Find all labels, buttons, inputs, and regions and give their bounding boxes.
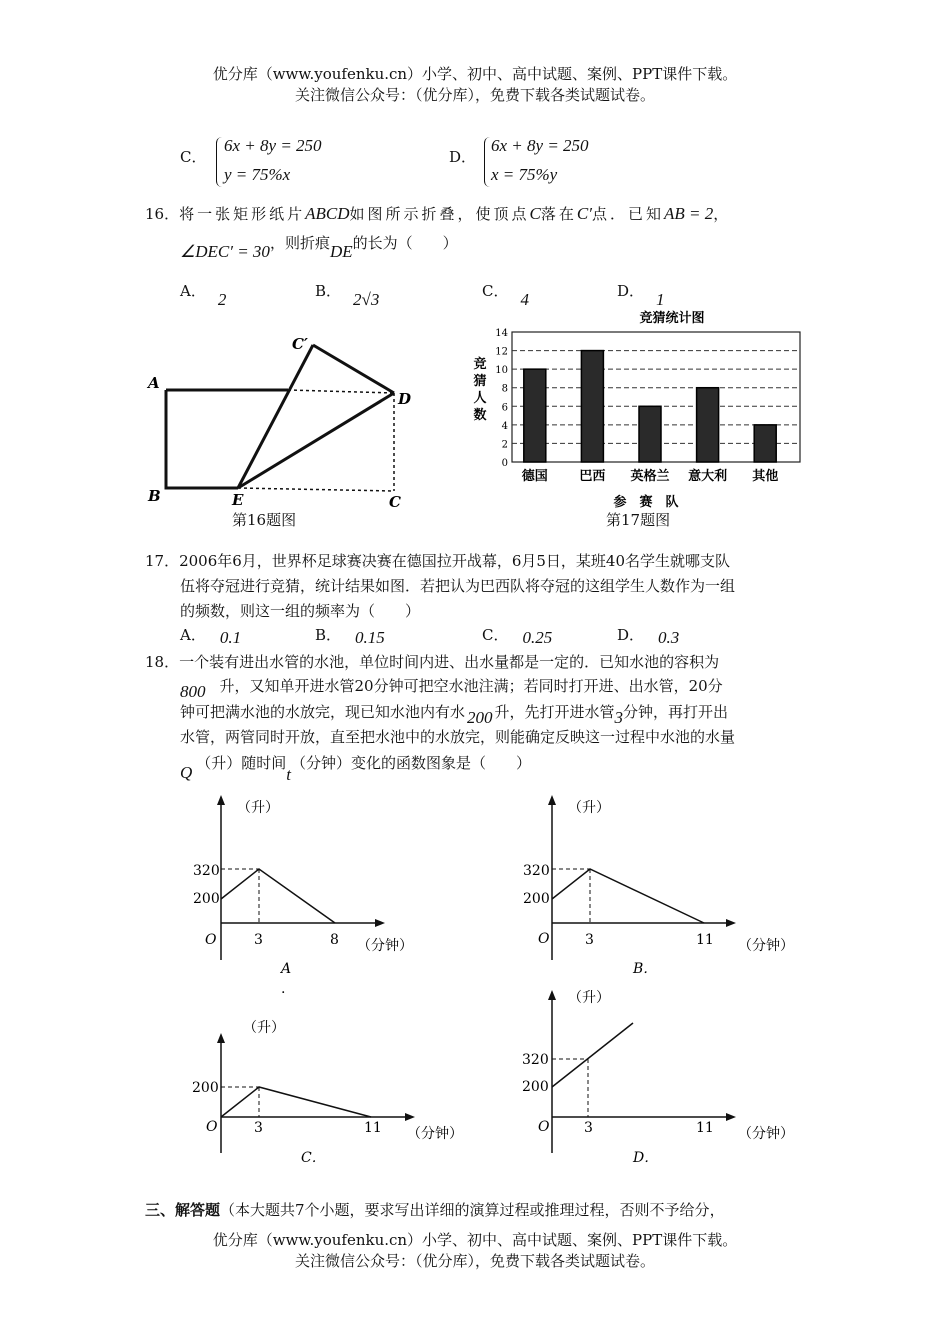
- q18-line-3: 钟可把满水池的水放完，现已知水池内有水 200 升，先打开进水管3分钟，再打开出: [180, 703, 729, 727]
- svg-text:11: 11: [696, 1120, 714, 1136]
- q15-c-eq2: y = 75%x: [224, 165, 291, 184]
- q15-option-c-label: C．: [180, 148, 207, 166]
- chart-y-tick-label: 10: [495, 365, 508, 377]
- svg-text:（升）: （升）: [243, 1020, 285, 1036]
- svg-text:O: O: [205, 932, 217, 948]
- q18-line-2: 800 升，又知单开进水管20分钟可把空水池注满；若同时打开进、出水管，20分: [180, 677, 723, 701]
- q15-option-d-label: D．: [449, 148, 477, 166]
- footer-line-1: 优分库（www.youfenku.cn）小学、初中、高中试题、案例、PPT课件下载。: [212, 1231, 738, 1249]
- q18-graph-d: [516, 985, 806, 1175]
- svg-text:（升）: （升）: [568, 990, 610, 1006]
- chart-x-tick-label: 意大利: [688, 469, 728, 484]
- chart-bar: [754, 425, 776, 462]
- q17-option-a: A． 0.1: [180, 626, 242, 647]
- q16-option-b: B． 2√3: [315, 282, 380, 309]
- svg-text:320: 320: [523, 863, 550, 879]
- svg-text:（分钟）: （分钟）: [738, 1126, 794, 1142]
- svg-text:3: 3: [254, 1120, 263, 1136]
- svg-text:C．: C．: [301, 1150, 326, 1166]
- q16-option-d: D． 1: [617, 282, 665, 309]
- chart-x-tick-label: 英格兰: [630, 469, 670, 484]
- q18-line-4: 水管，两管同时开放，直至把水池中的水放完，则能确定反映这一过程中水池的水量: [180, 728, 736, 746]
- q17-line-3: 的频数，则这一组的频率为（ ）: [180, 602, 421, 620]
- q16-text: ，则折痕: [269, 234, 330, 252]
- chart-y-tick-label: 0: [501, 458, 508, 469]
- svg-text:200: 200: [522, 1079, 549, 1095]
- fig16-label-d: D: [398, 390, 412, 408]
- fig16-dashed-top: [288, 390, 394, 393]
- chart-y-axis-label-char: 猜: [473, 374, 487, 389]
- chart-bar: [524, 369, 546, 462]
- chart-y-axis-label: [472, 356, 486, 423]
- footer-line-2: 关注微信公众号：（优分库），免费下载各类试题试卷。: [294, 1252, 655, 1270]
- q15-d-eq1: 6x + 8y = 250: [491, 136, 589, 155]
- graph-c-line: [221, 1087, 371, 1117]
- chart-bar: [639, 406, 661, 462]
- q16-text: 点．已知: [591, 205, 664, 223]
- svg-text:D．: D．: [633, 1150, 659, 1166]
- q16-de: DE: [329, 242, 353, 261]
- q16-text: 将一张矩形纸片: [179, 205, 306, 223]
- svg-text:O: O: [206, 1119, 218, 1135]
- header-line-1: 优分库（www.youfenku.cn）小学、初中、高中试题、案例、PPT课件下载。: [212, 65, 738, 83]
- chart-bar: [697, 388, 719, 462]
- q18-graph-a: [185, 795, 425, 995]
- q15-d-eq2: x = 75%y: [491, 165, 558, 184]
- q17-option-c: C． 0.25: [482, 626, 553, 647]
- chart-bar: [581, 351, 603, 462]
- q18-line-5: Q （升）随时间t（分钟）变化的函数图象是（ ）: [180, 754, 532, 784]
- svg-text:（升）: （升）: [237, 800, 279, 816]
- svg-text:3: 3: [584, 1120, 593, 1136]
- fig16-label-c: C: [389, 493, 401, 511]
- q16-abcd: ABCD: [305, 204, 350, 223]
- fig16-label-a: A: [148, 374, 160, 392]
- q16-angle: ∠DEC′ = 30: [180, 242, 270, 261]
- section3-title: 三、解答题: [145, 1201, 221, 1219]
- svg-text:3: 3: [254, 932, 263, 948]
- q18-graph-b: [516, 795, 806, 985]
- fig16-label-cprime: C′: [292, 335, 308, 353]
- q16-cprime: C′: [576, 204, 592, 223]
- q16-text: 的长为（ ）: [352, 234, 458, 252]
- q15-c-brace: [216, 137, 223, 187]
- q16-text: 如图所示折叠，使顶点: [349, 205, 530, 223]
- svg-text:320: 320: [193, 863, 220, 879]
- svg-text:3: 3: [585, 932, 594, 948]
- svg-text:8: 8: [330, 932, 339, 948]
- section3-line: [145, 1199, 725, 1220]
- q16-text-line-1: [145, 203, 728, 224]
- chart-x-tick-label: 德国: [521, 469, 548, 484]
- fig16-label-e: E: [232, 491, 244, 509]
- chart-x-tick-label: 巴西: [579, 469, 606, 484]
- chart-y-axis-label-char: 竞: [473, 357, 487, 372]
- fig16-label-b: B: [148, 487, 161, 505]
- fig16-paper-edge: [166, 390, 238, 488]
- fig17-bar-chart: [468, 306, 808, 510]
- section3-text: （本大题共7个小题，要求写出详细的演算过程或推理过程，否则不予给分，: [220, 1201, 725, 1219]
- q16-text: 落在: [540, 205, 577, 223]
- graph-d-line: [552, 1023, 633, 1087]
- header-line-2: 关注微信公众号：（优分库），免费下载各类试题试卷。: [294, 86, 655, 104]
- graph-a-line: [221, 869, 335, 923]
- chart-y-tick-label: 4: [501, 420, 508, 432]
- q16-options: [180, 280, 665, 309]
- q16-option-a: A． 2: [180, 282, 227, 309]
- fig16-caption: 第16题图: [232, 511, 297, 529]
- svg-text:（分钟）: （分钟）: [738, 938, 794, 954]
- fig16-diagram: [140, 335, 420, 510]
- chart-y-tick-label: 14: [495, 328, 508, 339]
- svg-text:B．: B．: [633, 961, 658, 977]
- q17-option-b: B． 0.15: [315, 626, 385, 647]
- q18-graph-c: [185, 1013, 475, 1173]
- svg-text:200: 200: [523, 891, 550, 907]
- svg-text:11: 11: [696, 932, 714, 948]
- chart-y-tick-label: 12: [495, 346, 508, 358]
- chart-y-tick-label: 2: [501, 439, 508, 451]
- graph-b-line: [552, 869, 704, 923]
- q15-d-brace: [484, 137, 491, 187]
- q16-number: 16．: [145, 205, 180, 223]
- svg-text:O: O: [538, 1119, 550, 1135]
- svg-text:.: .: [281, 981, 286, 997]
- svg-text:（升）: （升）: [568, 800, 610, 816]
- svg-text:200: 200: [193, 891, 220, 907]
- chart-y-tick-label: 8: [501, 383, 508, 395]
- q16-option-c: C． 4: [482, 282, 529, 309]
- q15-c-eq1: 6x + 8y = 250: [224, 136, 322, 155]
- svg-text:（分钟）: （分钟）: [357, 938, 413, 954]
- q16-c: C: [529, 204, 541, 223]
- svg-text:200: 200: [192, 1080, 219, 1096]
- chart-x-axis-label: 参 赛 队: [613, 495, 679, 510]
- chart-y-axis-label-char: 数: [473, 408, 487, 423]
- q17-option-d: D． 0.3: [617, 626, 680, 647]
- chart-x-tick-label: 其他: [752, 469, 779, 484]
- fig16-fold-cd: [313, 345, 394, 393]
- chart-y-tick-label: 6: [501, 402, 508, 414]
- q16-text-line-2: [180, 232, 458, 261]
- svg-text:11: 11: [364, 1120, 382, 1136]
- chart-title: 竞猜统计图: [639, 311, 705, 326]
- q17-line-1: 17．2006年6月，世界杯足球赛决赛在德国拉开战幕，6月5日，某班40名学生就哪支队: [145, 552, 730, 570]
- fig17-caption: 第17题图: [606, 511, 671, 529]
- q16-ab: AB = 2: [663, 204, 714, 223]
- svg-text:（分钟）: （分钟）: [407, 1126, 463, 1142]
- q17-line-2: 伍将夺冠进行竞猜，统计结果如图．若把认为巴西队将夺冠的这组学生人数作为一组: [180, 577, 736, 595]
- svg-text:A: A: [281, 961, 292, 977]
- q16-comma: ，: [713, 205, 729, 223]
- chart-y-axis-label-char: 人: [473, 391, 487, 406]
- fig16-dashed-bottom: [238, 488, 394, 491]
- svg-text:320: 320: [522, 1052, 549, 1068]
- svg-text:O: O: [538, 931, 550, 947]
- q18-line-1: 18．一个装有进出水管的水池，单位时间内进、出水量都是一定的．已知水池的容积为: [145, 653, 720, 671]
